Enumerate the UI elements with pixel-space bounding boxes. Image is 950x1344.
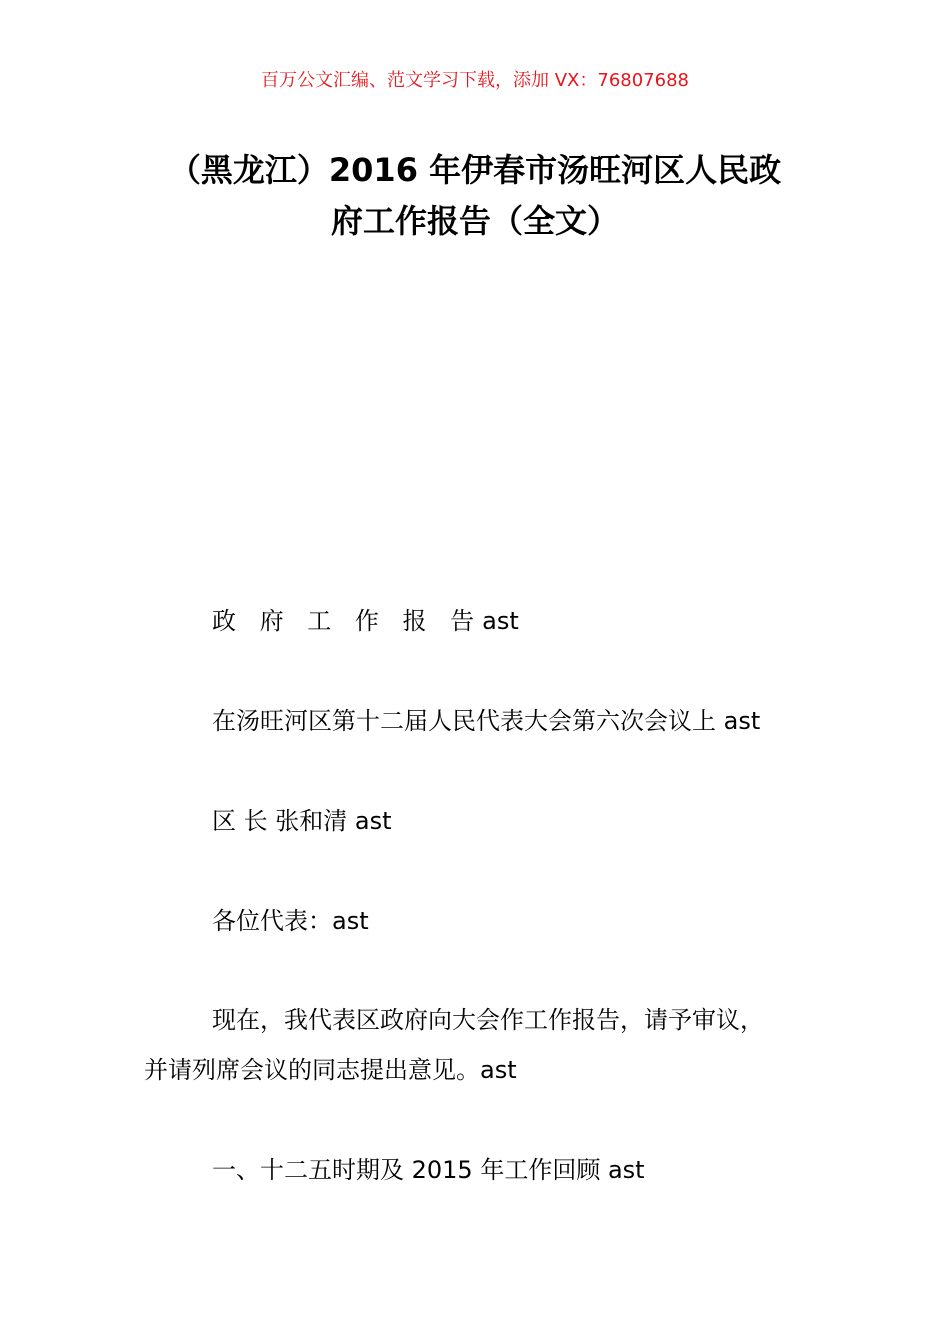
report-label: 政 府 工 作 报 告 [212,607,483,635]
header-promo-note: 百万公文汇编、范文学习下载，添加 VX：76807688 [261,70,689,91]
greeting-paragraph: 各位代表：ast [212,907,369,935]
intro-paragraph-line-2: 并请列席会议的同志提出意见。ast [144,1056,517,1084]
document-title-line-2: 府工作报告（全文） [330,202,619,240]
section-heading-1: 一、十二五时期及 2015 年工作回顾 ast [212,1156,645,1184]
document-title-line-1: （黑龙江）2016 年伊春市汤旺河区人民政 [168,151,782,189]
report-label-paragraph [212,604,519,638]
intro-paragraph-line-1: 现在，我代表区政府向大会作工作报告，请予审议， [212,1006,764,1034]
speaker-paragraph: 区 长 张和清 ast [212,807,392,835]
report-label-suffix: ast [482,607,519,635]
meeting-paragraph: 在汤旺河区第十二届人民代表大会第六次会议上 ast [212,707,761,735]
